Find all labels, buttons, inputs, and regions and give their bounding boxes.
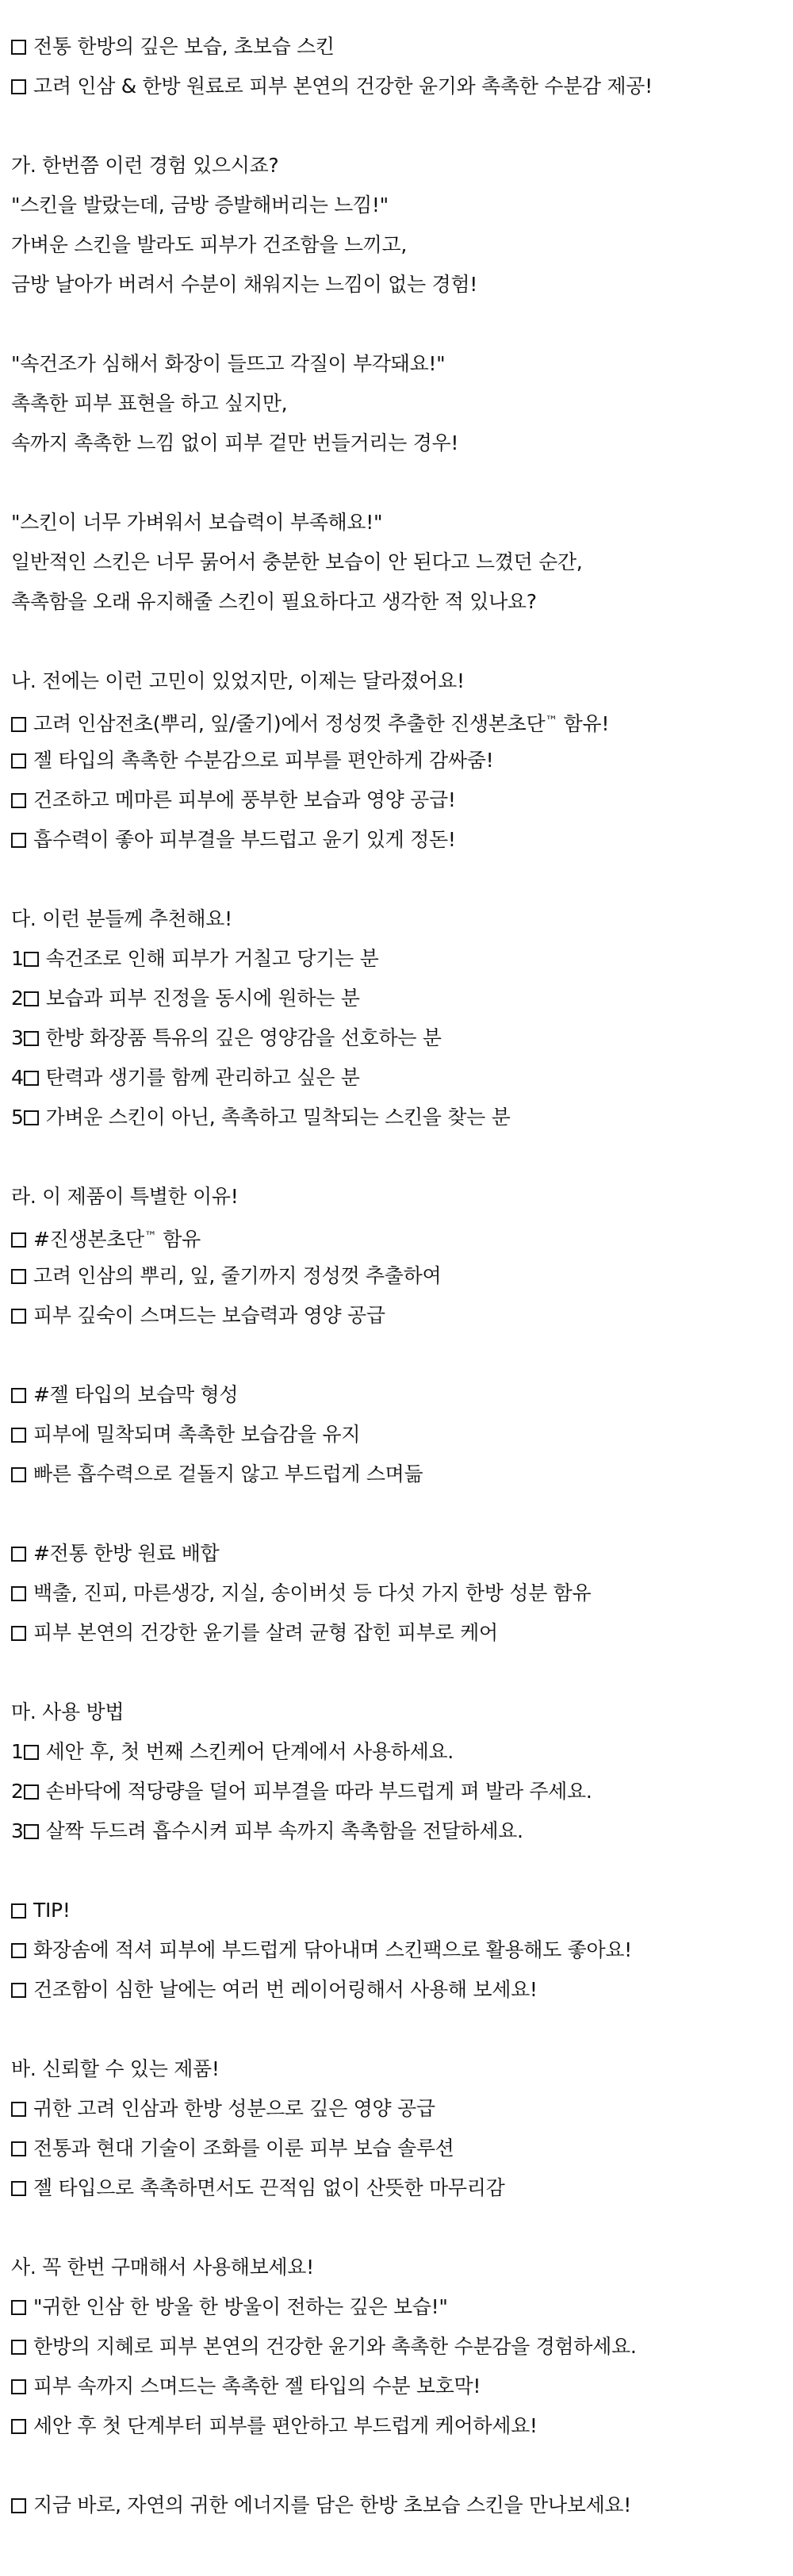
numbered-item: 2 보습과 피부 진정을 동시에 원하는 분 bbox=[11, 987, 360, 1010]
spacer bbox=[11, 1336, 782, 1375]
section-heading-ba: 바. 신뢰할 수 있는 제품! bbox=[11, 2057, 220, 2080]
step-number: 1 bbox=[11, 1740, 24, 1763]
checkbox-icon bbox=[11, 793, 26, 808]
checkbox-icon bbox=[11, 1586, 26, 1601]
spacer bbox=[11, 106, 782, 146]
item-number: 1 bbox=[11, 947, 24, 970]
experience-text: 촉촉함을 오래 유지해줄 스킨이 필요하다고 생각한 적 있나요? bbox=[11, 590, 537, 613]
list-item: 젤 타입의 촉촉한 수분감으로 피부를 편안하게 감싸줌! bbox=[11, 741, 782, 780]
list-item: 젤 타입으로 촉촉하면서도 끈적임 없이 산뜻한 마무리감 bbox=[11, 2168, 782, 2208]
checkbox-icon bbox=[11, 2141, 26, 2156]
usage-step: 1 세안 후, 첫 번째 스킨케어 단계에서 사용하세요. bbox=[11, 1740, 454, 1763]
spacer bbox=[11, 1653, 782, 1692]
numbered-item: 4 탄력과 생기를 함께 관리하고 싶은 분 bbox=[11, 1066, 360, 1089]
checkbox-icon bbox=[11, 1903, 26, 1919]
list-item: 세안 후 첫 단계부터 피부를 편안하고 부드럽게 케어하세요! bbox=[11, 2406, 782, 2446]
checkbox-icon bbox=[11, 1626, 26, 1641]
tip-title: TIP! bbox=[11, 1891, 782, 1930]
checkbox-icon bbox=[11, 79, 26, 94]
checkbox-icon bbox=[11, 40, 26, 55]
checkbox-icon bbox=[24, 1110, 39, 1125]
checkbox-icon bbox=[24, 991, 39, 1006]
list-item: 피부 깊숙이 스며드는 보습력과 영양 공급 bbox=[11, 1296, 782, 1336]
feature-title: #진생본초단™ 함유 bbox=[11, 1217, 782, 1256]
numbered-item: 1 속건조로 인해 피부가 거칠고 당기는 분 bbox=[11, 947, 379, 970]
spacer bbox=[11, 1851, 782, 1891]
checkbox-icon bbox=[11, 1428, 26, 1443]
tip-item: 화장솜에 적셔 피부에 부드럽게 닦아내며 스킨팩으로 활용해도 좋아요! bbox=[11, 1930, 782, 1970]
checkbox-icon bbox=[11, 2419, 26, 2434]
closing-line: 지금 바로, 자연의 귀한 에너지를 담은 한방 초보습 스킨을 만나보세요! bbox=[11, 2486, 782, 2525]
list-item: 피부 속까지 스며드는 촉촉한 젤 타입의 수분 보호막! bbox=[11, 2367, 782, 2406]
list-item: 전통과 현대 기술이 조화를 이룬 피부 보습 솔루션 bbox=[11, 2129, 782, 2168]
list-item: 고려 인삼의 뿌리, 잎, 줄기까지 정성껏 추출하여 bbox=[11, 1256, 782, 1296]
section-heading-sa: 사. 꼭 한번 구매해서 사용해보세요! bbox=[11, 2256, 314, 2279]
feature-title: #전통 한방 원료 배합 bbox=[11, 1534, 782, 1574]
spacer bbox=[11, 1137, 782, 1177]
intro-line-1: 전통 한방의 깊은 보습, 초보습 스킨 bbox=[11, 27, 782, 67]
checkbox-icon bbox=[11, 1943, 26, 1958]
section-heading-da: 다. 이런 분들께 추천해요! bbox=[11, 907, 232, 930]
checkbox-icon bbox=[11, 1547, 26, 1562]
spacer bbox=[11, 2010, 782, 2049]
list-item: 고려 인삼전초(뿌리, 잎/줄기)에서 정성껏 추출한 진생본초단™ 함유! bbox=[11, 701, 782, 741]
checkbox-icon bbox=[11, 717, 26, 732]
item-number: 3 bbox=[11, 1026, 24, 1049]
section-heading-ra: 라. 이 제품이 특별한 이유! bbox=[11, 1185, 239, 1208]
checkbox-icon bbox=[11, 753, 26, 769]
step-number: 3 bbox=[11, 1819, 24, 1842]
checkbox-icon bbox=[24, 1071, 39, 1086]
experience-text: 일반적인 스킨은 너무 묽어서 충분한 보습이 안 된다고 느꼈던 순간, bbox=[11, 550, 583, 573]
tip-item: 건조함이 심한 날에는 여러 번 레이어링해서 사용해 보세요! bbox=[11, 1970, 782, 2010]
usage-step: 3 살짝 두드려 흡수시켜 피부 속까지 촉촉함을 전달하세요. bbox=[11, 1819, 523, 1842]
step-number: 2 bbox=[11, 1780, 24, 1803]
checkbox-icon bbox=[11, 833, 26, 848]
item-number: 4 bbox=[11, 1066, 24, 1089]
experience-text: 속까지 촉촉한 느낌 없이 피부 겉만 번들거리는 경우! bbox=[11, 431, 459, 454]
list-item: 빠른 흡수력으로 겉돌지 않고 부드럽게 스며듦 bbox=[11, 1455, 782, 1494]
checkbox-icon bbox=[11, 1309, 26, 1324]
usage-step: 2 손바닥에 적당량을 덜어 피부결을 따라 부드럽게 펴 발라 주세요. bbox=[11, 1780, 592, 1803]
checkbox-icon bbox=[11, 1467, 26, 1482]
experience-text: 촉촉한 피부 표현을 하고 싶지만, bbox=[11, 392, 288, 415]
checkbox-icon bbox=[24, 1824, 39, 1839]
experience-quote-3: "스킨이 너무 가벼워서 보습력이 부족해요!" bbox=[11, 511, 383, 534]
checkbox-icon bbox=[24, 1745, 39, 1760]
checkbox-icon bbox=[11, 1983, 26, 1998]
checkbox-icon bbox=[11, 2102, 26, 2117]
feature-title: #젤 타입의 보습막 형성 bbox=[11, 1375, 782, 1415]
list-item: 피부 본연의 건강한 윤기를 살려 균형 잡힌 피부로 케어 bbox=[11, 1613, 782, 1653]
experience-quote-2: "속건조가 심해서 화장이 들뜨고 각질이 부각돼요!" bbox=[11, 352, 446, 375]
checkbox-icon bbox=[11, 1269, 26, 1284]
section-heading-ma: 마. 사용 방법 bbox=[11, 1700, 125, 1723]
checkbox-icon bbox=[11, 2300, 26, 2315]
spacer bbox=[11, 1494, 782, 1534]
numbered-item: 3 한방 화장품 특유의 깊은 영양감을 선호하는 분 bbox=[11, 1026, 442, 1049]
list-item: "귀한 인삼 한 방울 한 방울이 전하는 깊은 보습!" bbox=[11, 2287, 782, 2327]
list-item: 한방의 지혜로 피부 본연의 건강한 윤기와 촉촉한 수분감을 경험하세요. bbox=[11, 2327, 782, 2367]
checkbox-icon bbox=[11, 2181, 26, 2196]
product-description bbox=[11, 27, 782, 2525]
item-number: 5 bbox=[11, 1106, 24, 1129]
spacer bbox=[11, 2208, 782, 2248]
checkbox-icon bbox=[24, 1031, 39, 1046]
list-item: 흡수력이 좋아 피부결을 부드럽고 윤기 있게 정돈! bbox=[11, 820, 782, 860]
checkbox-icon bbox=[11, 1232, 26, 1248]
section-heading-ga: 가. 한번쯤 이런 경험 있으시죠? bbox=[11, 154, 279, 177]
experience-text: 가벼운 스킨을 발라도 피부가 건조함을 느끼고, bbox=[11, 233, 408, 256]
checkbox-icon bbox=[11, 2340, 26, 2355]
experience-text: 금방 날아가 버려서 수분이 채워지는 느낌이 없는 경험! bbox=[11, 273, 477, 296]
checkbox-icon bbox=[11, 1388, 26, 1403]
trademark-symbol: ™ bbox=[545, 713, 558, 728]
spacer bbox=[11, 622, 782, 661]
checkbox-icon bbox=[11, 2498, 26, 2513]
item-number: 2 bbox=[11, 987, 24, 1010]
spacer bbox=[11, 2446, 782, 2486]
spacer bbox=[11, 305, 782, 344]
checkbox-icon bbox=[24, 952, 39, 967]
intro-line-2: 고려 인삼 & 한방 원료로 피부 본연의 건강한 윤기와 촉촉한 수분감 제공! bbox=[11, 67, 782, 106]
numbered-item: 5 가벼운 스킨이 아닌, 촉촉하고 밀착되는 스킨을 찾는 분 bbox=[11, 1106, 511, 1129]
list-item: 귀한 고려 인삼과 한방 성분으로 깊은 영양 공급 bbox=[11, 2089, 782, 2129]
section-heading-na: 나. 전에는 이런 고민이 있었지만, 이제는 달라졌어요! bbox=[11, 669, 465, 692]
checkbox-icon bbox=[24, 1784, 39, 1800]
checkbox-icon bbox=[11, 2379, 26, 2394]
list-item: 백출, 진피, 마른생강, 지실, 송이버섯 등 다섯 가지 한방 성분 함유 bbox=[11, 1574, 782, 1613]
spacer bbox=[11, 860, 782, 899]
list-item: 건조하고 메마른 피부에 풍부한 보습과 영양 공급! bbox=[11, 780, 782, 820]
experience-quote-1: "스킨을 발랐는데, 금방 증발해버리는 느낌!" bbox=[11, 194, 389, 217]
list-item: 피부에 밀착되며 촉촉한 보습감을 유지 bbox=[11, 1415, 782, 1455]
trademark-symbol: ™ bbox=[144, 1229, 157, 1244]
spacer bbox=[11, 463, 782, 503]
